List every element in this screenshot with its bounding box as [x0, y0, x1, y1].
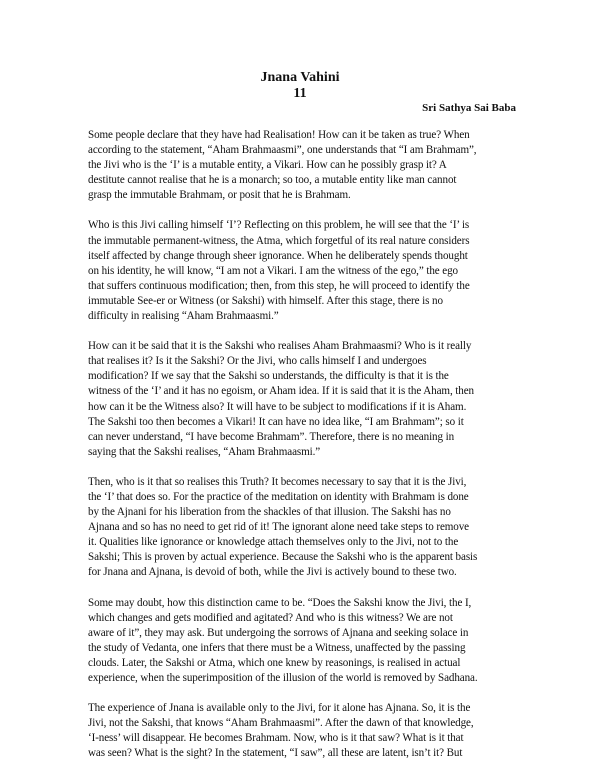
text-line: saying that the Sakshi realises, “Aham Brahmaasmi.” [88, 445, 321, 458]
text-line: itself affected by change through sheer ignorance. When he deliberately spends thought [88, 249, 468, 262]
text-line: immutable See-er or Witness (or Sakshi) with himself. After this stage, there is no [88, 294, 443, 307]
text-line: Some may doubt, how this distinction came to be. “Does the Sakshi know the Jivi, the I, [88, 596, 472, 609]
text-line: was seen? What is the sight? In the statement, “I saw”, all these are latent, isn’t it? But [88, 747, 463, 760]
document-body [88, 128, 518, 776]
document-title: Jnana Vahini [260, 70, 340, 85]
text-line: The experience of Jnana is available only to the Jivi, for it alone has Ajnana. So, it is the [88, 702, 471, 715]
text-line: that realises it? Is it the Sakshi? Or the Jivi, who calls himself I and undergoes [88, 355, 427, 368]
text-line: Sakshi; This is proven by actual experience. Because the Sakshi who is the apparent basis [88, 551, 478, 564]
paragraph [88, 701, 518, 761]
text-line: destitute cannot realise that he is a monarch; so too, a mutable entity like man cannot [88, 174, 457, 187]
text-line: modification? If we say that the Sakshi so understands, the difficulty is that it is the [88, 370, 449, 383]
text-line: difficulty in realising “Aham Brahmaasmi.” [88, 310, 279, 323]
text-line: witness of the ‘I’ and it has no egoism, or Aham idea. If it is said that it is the Aham, then [88, 385, 474, 398]
text-line: can never understand, “I have become Brahmam”. Therefore, there is no meaning in [88, 430, 455, 443]
author-name: Sri Sathya Sai Baba [422, 102, 516, 114]
paragraph [88, 128, 518, 203]
paragraph [88, 339, 518, 460]
text-line: the study of Vedanta, one infers that there must be a Witness, unaffected by the passing [88, 641, 466, 654]
text-line: the immutable permanent-witness, the Atma, which forgetful of its real nature considers [88, 234, 470, 247]
text-line: How can it be said that it is the Sakshi who realises Aham Brahmaasmi? Who is it really [88, 340, 472, 353]
paragraph [88, 475, 518, 581]
text-line: experience, when the superimposition of the illusion of the world is removed by Sadhana. [88, 672, 478, 684]
text-line: by the Ajnani for his liberation from the shackles of that illusion. The Sakshi has no [88, 506, 451, 519]
text-line: Jivi, not the Sakshi, that knows “Aham Brahmaasmi”. After the dawn of that knowledge, [88, 717, 474, 730]
chapter-number: 11 [293, 86, 307, 101]
text-line: that suffers continuous modification; then, from this step, he will proceed to identify the [88, 279, 470, 292]
paragraph [88, 218, 518, 324]
text-line: it. Qualities like ignorance or knowledge attach themselves only to the Jivi, not to the [88, 536, 459, 549]
text-line: according to the statement, “Aham Brahmaasmi”, one understands that “I am Brahmam”, [88, 144, 477, 157]
text-line: for Jnana and Ajnana, is devoid of both, while the Jivi is actively bound to these two. [88, 566, 457, 579]
text-line: clouds. Later, the Sakshi or Atma, which one knew by reasonings, is realised in actual [88, 656, 461, 669]
text-line: Then, who is it that so realises this Truth? It becomes necessary to say that it is the Jivi, [88, 475, 467, 488]
text-line: Ajnana and so has no need to get rid of it! The ignorant alone need take steps to remove [88, 521, 470, 534]
text-line: grasp the immutable Brahmam, or posit that he is Brahmam. [88, 189, 351, 202]
text-line: the ‘I’ that does so. For the practice of the meditation on identity with Brahmam is done [88, 490, 469, 503]
text-line: Some people declare that they have had Realisation! How can it be taken as true? When [88, 129, 470, 141]
paragraph [88, 596, 518, 687]
text-line: The Sakshi too then becomes a Vikari! It can have no idea like, “I am Brahmam”; so it [88, 415, 464, 428]
text-line: aware of it”, they may ask. But undergoing the sorrows of Ajnana and seeking solace in [88, 626, 469, 639]
text-line: the Jivi who is the ‘I’ is a mutable entity, a Vikari. How can he possibly grasp it? A [88, 159, 447, 172]
text-line: which changes and gets modified and agitated? And who is this witness? We are not [88, 611, 453, 624]
text-line: ‘I-ness’ will disappear. He becomes Brahmam. Now, who is it that saw? What is it that [88, 732, 464, 745]
text-line: on his identity, he will know, “I am not a Vikari. I am the witness of the ego,” the ego [88, 264, 458, 277]
text-line: how can it be the Witness also? It will have to be subject to modifications if it is Aham. [88, 400, 467, 413]
text-line: Who is this Jivi calling himself ‘I’? Reflecting on this problem, he will see that the ‘I’ is [88, 219, 470, 232]
